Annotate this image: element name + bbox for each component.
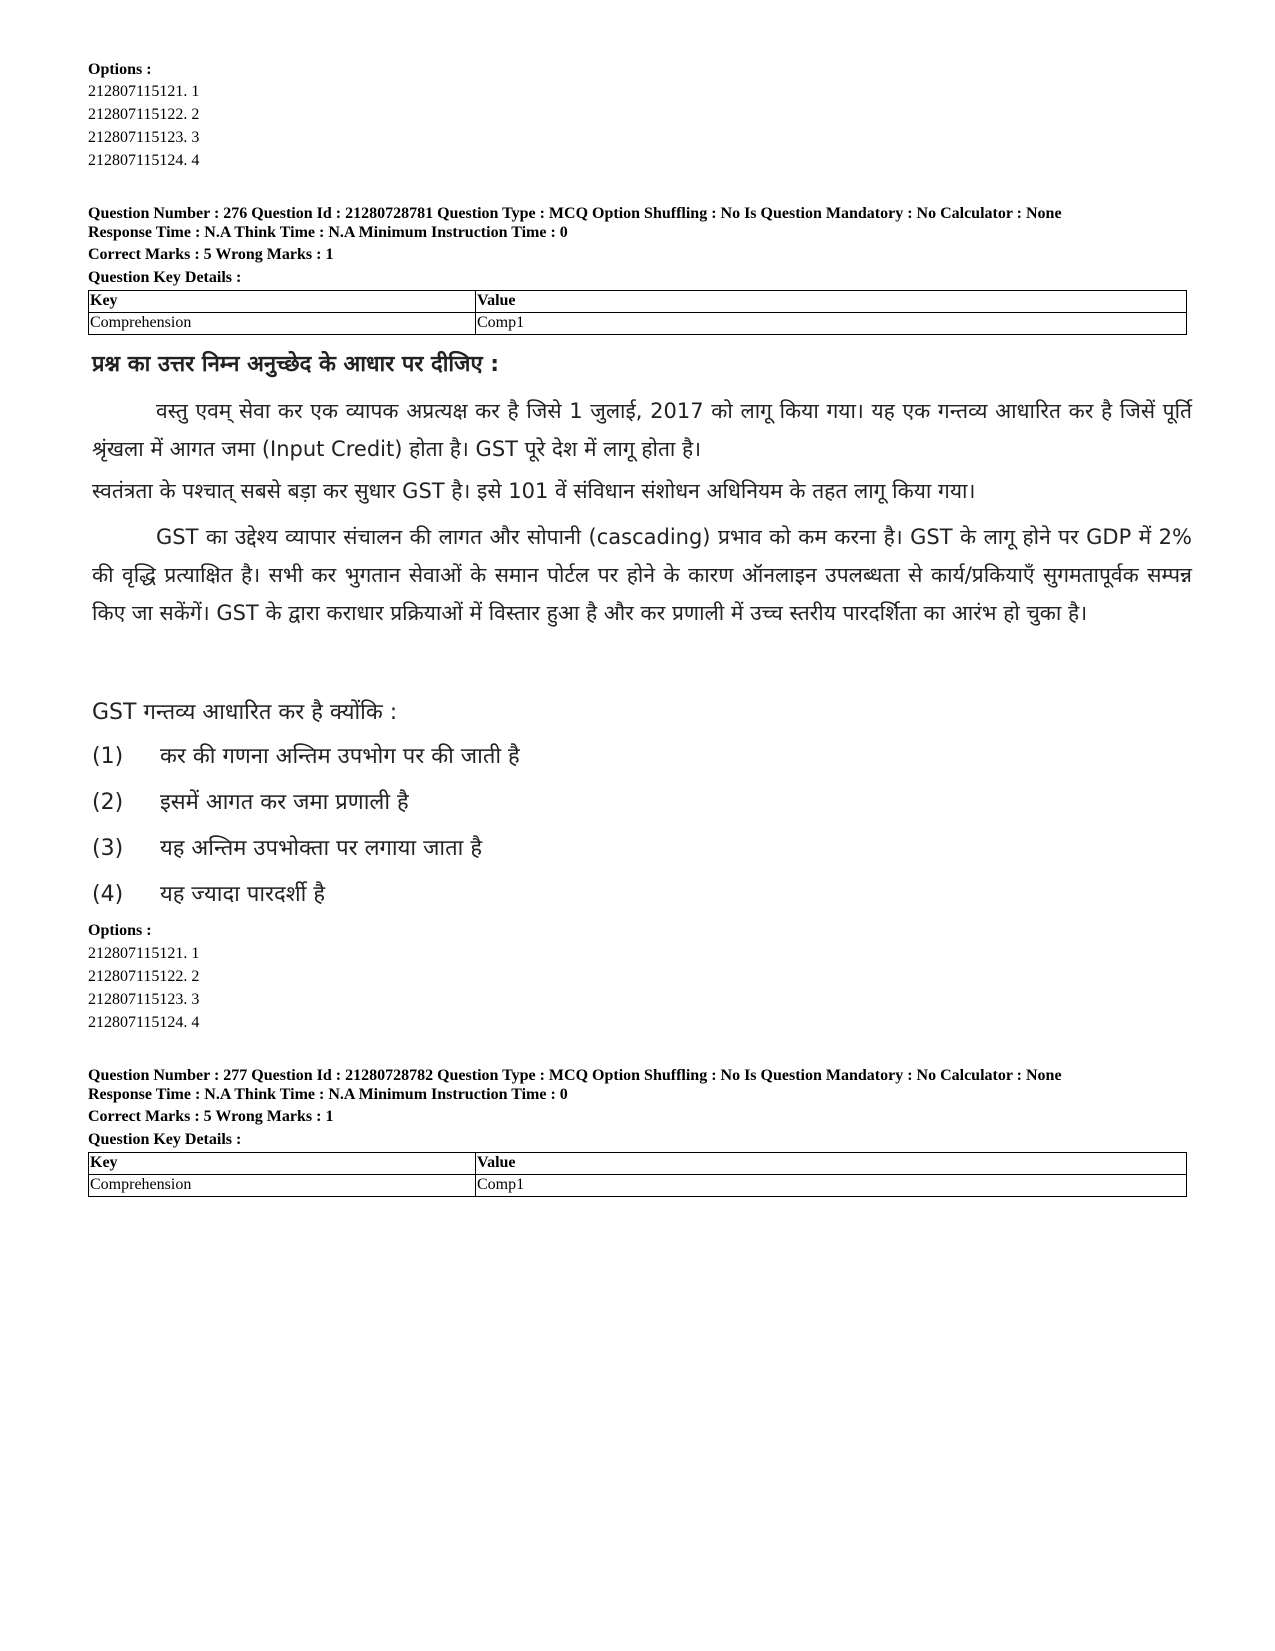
passage-paragraph-3: GST का उद्देश्य व्यापार संचालन की लागत और सोपानी (cascading) प्रभाव को कम करना है। GST के लागू होने पर GDP में 2% की वृद्धि प्रत्याक्षित है। सभी कर भुगतान सेवाओं के समान पोर्टल पर होने के कारण ऑनलाइन उपलब्धता से कार्य/प्रकियाएँ सुगमतापूर्वक सम्पन्न किए जा सकेंगें। GST के द्वारा कराधार प्रक्रियाओं में विस्तार हुआ है और कर प्रणाली में उच्च स्तरीय पारदर्शिता का आरंभ हो चुका है। [92, 525, 1192, 625]
table-cell-value: Comp1 [476, 1175, 1187, 1197]
option-276-4: 212807115124. 4 [88, 1014, 200, 1031]
table-header-key: Key [89, 291, 476, 313]
question-marks-277: Correct Marks : 5 Wrong Marks : 1 [88, 1108, 334, 1125]
options-heading-276: Options : [88, 922, 152, 939]
question-text: GST गन्तव्य आधारित कर है क्योंकि : [92, 700, 398, 725]
table-row [89, 1175, 1187, 1197]
table-cell-key: Comprehension [89, 313, 476, 335]
passage-paragraph-1: वस्तु एवम् सेवा कर एक व्यापक अप्रत्यक्ष कर है जिसे 1 जुलाई, 2017 को लागू किया गया। यह एक गन्तव्य आधारित कर है जिसें पूर्ति श्रृंखला में आगत जमा (Input Credit) होता है। GST पूरे देश में लागू होता है। [92, 399, 1192, 461]
answer-choice-2: (2) इसमें आगत कर जमा प्रणाली है [92, 790, 409, 815]
passage-paragraph-2: स्वतंत्रता के पश्चात् सबसे बड़ा कर सुधार GST है। इसे 101 वें संविधान संशोधन अधिनियम के तहत लागू किया गया। [92, 479, 976, 503]
answer-choice-4: (4) यह ज्यादा पारदर्शी है [92, 882, 326, 907]
key-value-table-277 [88, 1152, 1187, 1197]
option-276-1: 212807115121. 1 [88, 945, 200, 962]
answer-choice-3: (3) यह अन्तिम उपभोक्ता पर लगाया जाता है [92, 836, 483, 861]
question-timing-276: Response Time : N.A Think Time : N.A Minimum Instruction Time : 0 [88, 224, 568, 241]
table-header-value: Value [476, 291, 1187, 313]
question-header-277: Question Number : 277 Question Id : 21280728782 Question Type : MCQ Option Shuffling : No Is Question Mandatory : No Calculator : None [88, 1067, 1062, 1084]
option-3: 212807115123. 3 [88, 129, 200, 146]
option-276-2: 212807115122. 2 [88, 968, 200, 985]
option-4: 212807115124. 4 [88, 152, 200, 169]
table-header-row [89, 1153, 1187, 1175]
question-key-details-277: Question Key Details : [88, 1131, 242, 1148]
answer-choice-1: (1) कर की गणना अन्तिम उपभोग पर की जाती है [92, 744, 520, 769]
table-cell-key: Comprehension [89, 1175, 476, 1197]
option-1: 212807115121. 1 [88, 83, 200, 100]
key-value-table-276 [88, 290, 1187, 335]
option-276-3: 212807115123. 3 [88, 991, 200, 1008]
table-row [89, 313, 1187, 335]
question-marks-276: Correct Marks : 5 Wrong Marks : 1 [88, 246, 334, 263]
question-header-276: Question Number : 276 Question Id : 21280728781 Question Type : MCQ Option Shuffling : No Is Question Mandatory : No Calculator : None [88, 205, 1062, 222]
passage-instruction: प्रश्न का उत्तर निम्न अनुच्छेद के आधार पर दीजिए : [92, 352, 500, 377]
table-header-key: Key [89, 1153, 476, 1175]
question-key-details-276: Question Key Details : [88, 269, 242, 286]
table-cell-value: Comp1 [476, 313, 1187, 335]
table-header-row [89, 291, 1187, 313]
question-timing-277: Response Time : N.A Think Time : N.A Minimum Instruction Time : 0 [88, 1086, 568, 1103]
option-2: 212807115122. 2 [88, 106, 200, 123]
options-heading: Options : [88, 61, 152, 78]
table-header-value: Value [476, 1153, 1187, 1175]
